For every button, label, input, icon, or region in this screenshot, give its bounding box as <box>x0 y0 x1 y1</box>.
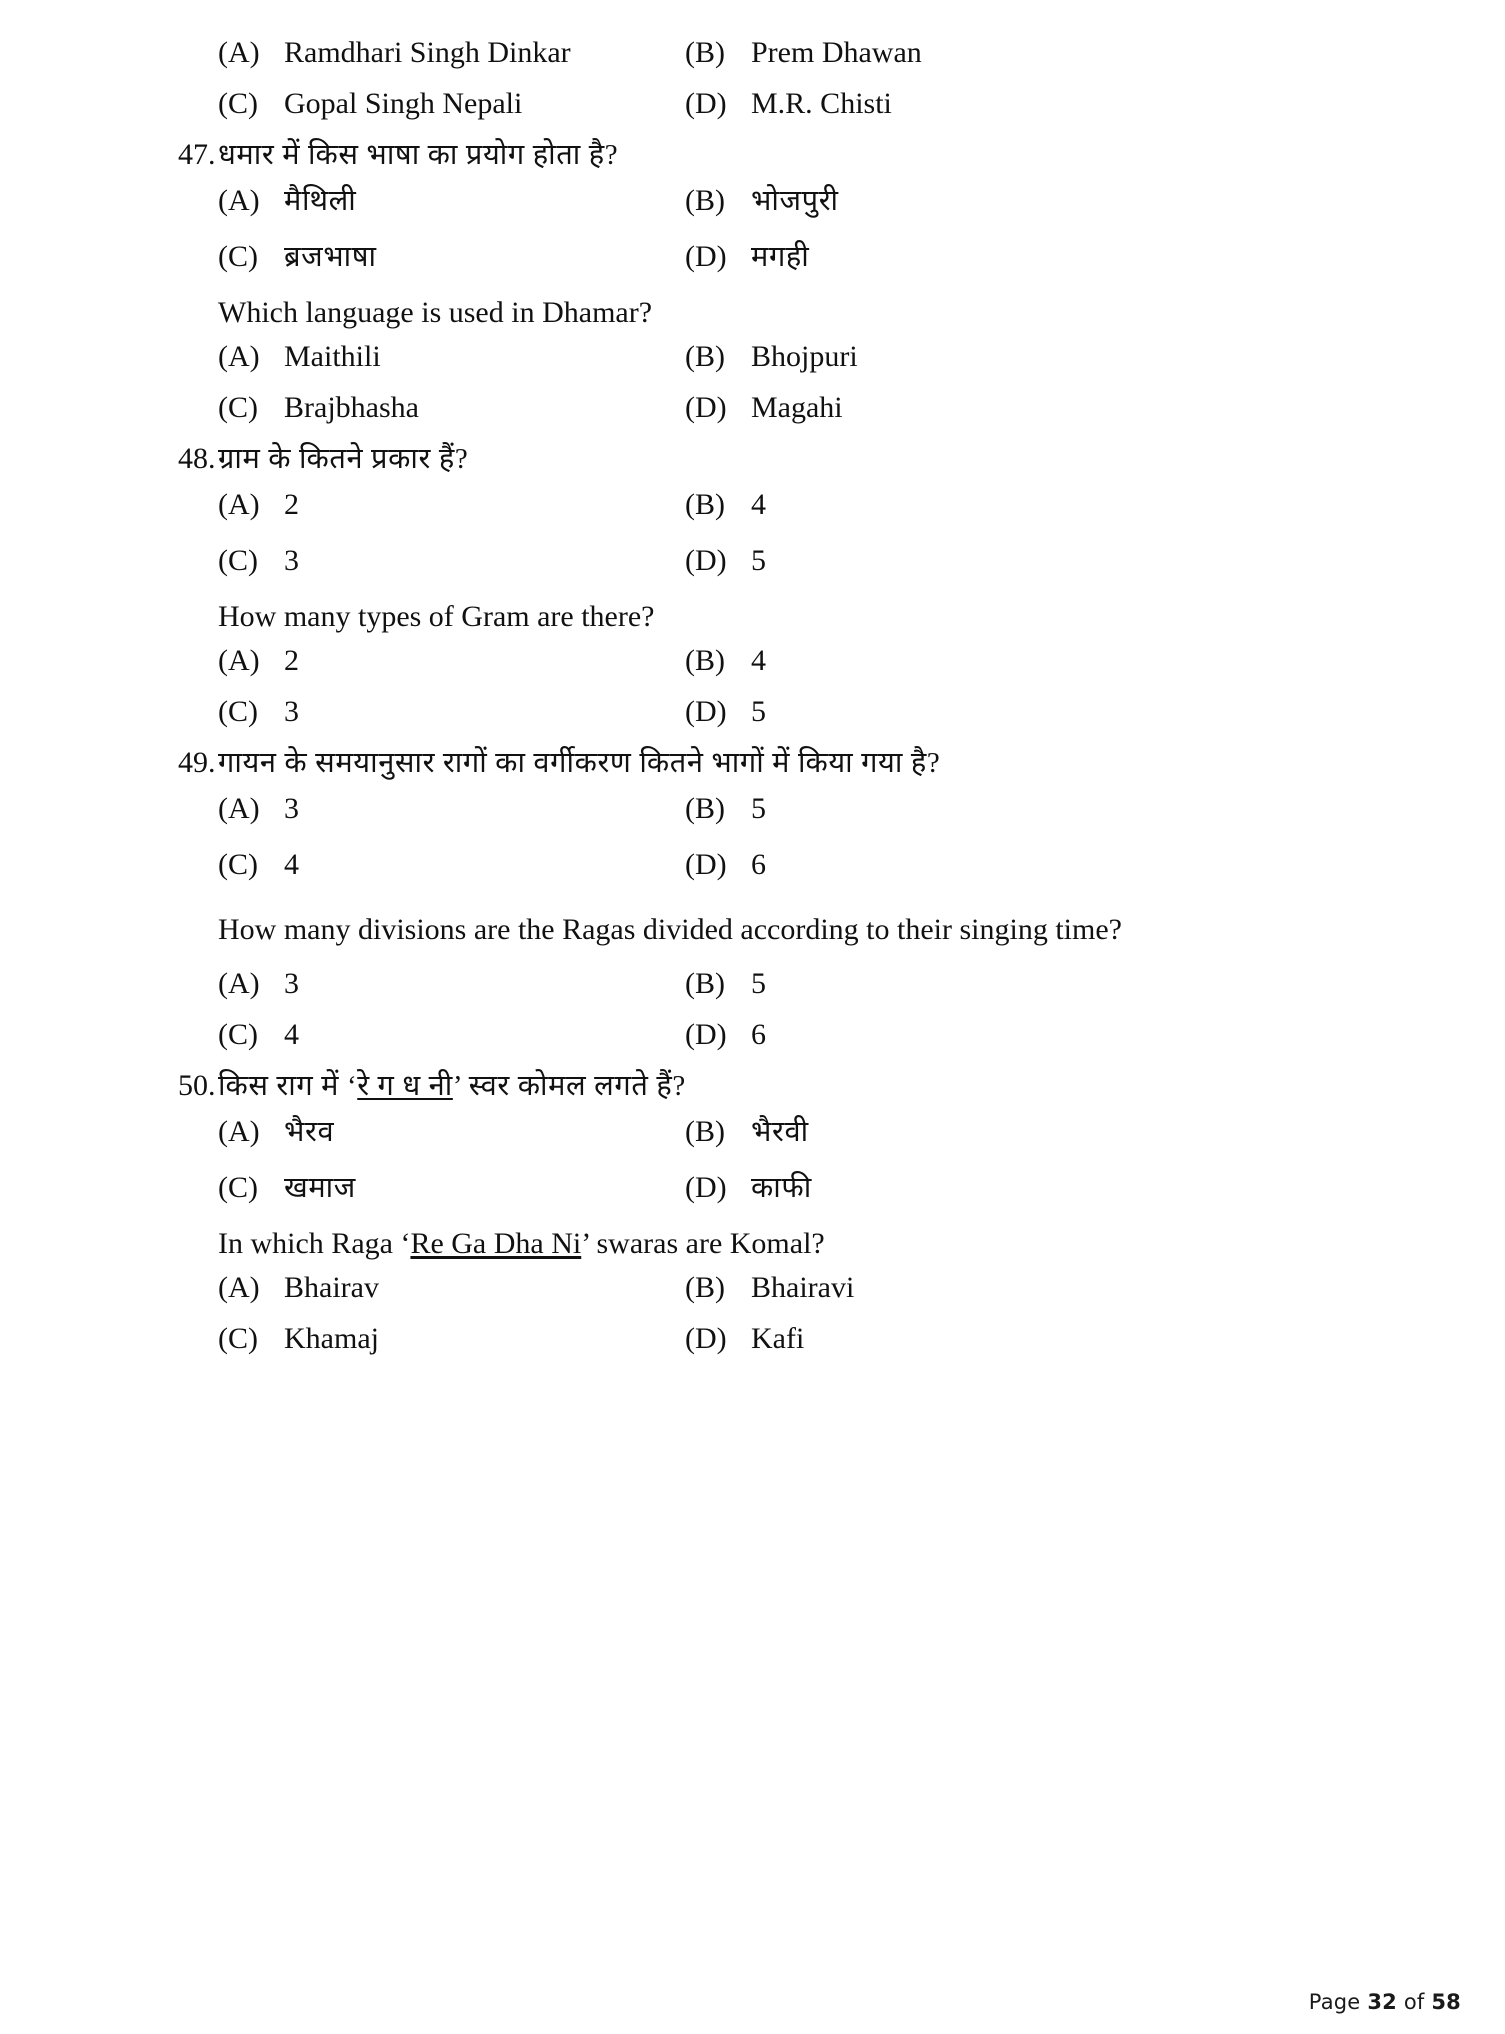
option-value: 6 <box>751 848 766 881</box>
option-key: (A) <box>218 1114 260 1148</box>
option-row <box>178 1321 1358 1375</box>
option-a[interactable] <box>218 38 571 68</box>
option-row <box>178 89 1358 140</box>
option-key: (D) <box>685 1170 727 1204</box>
footer-prefix: Page <box>1308 1990 1361 2014</box>
option-a[interactable] <box>218 646 299 676</box>
option-d[interactable] <box>685 1017 766 1051</box>
option-a[interactable] <box>218 1114 335 1148</box>
option-key: (B) <box>685 340 725 373</box>
option-key: (D) <box>685 1017 727 1051</box>
option-row <box>178 393 1358 444</box>
option-a[interactable] <box>218 794 299 824</box>
page-footer <box>1309 1990 1461 2014</box>
option-value: काफी <box>751 1171 812 1204</box>
question-50-hindi <box>178 1068 1358 1102</box>
option-b[interactable] <box>685 794 766 824</box>
option-key: (A) <box>218 36 260 69</box>
option-row <box>178 966 1358 1020</box>
question-49-english: How many divisions are the Ragas divided according to their singing time? <box>218 913 1122 946</box>
option-b[interactable] <box>685 186 839 216</box>
option-value: 2 <box>284 644 299 677</box>
option-key: (D) <box>685 87 727 120</box>
option-key: (C) <box>218 1321 258 1355</box>
question-number: 49. <box>178 746 216 779</box>
question-number: 47. <box>178 138 216 171</box>
footer-total-pages: 58 <box>1431 1990 1461 2014</box>
option-a[interactable] <box>218 186 356 216</box>
option-key: (A) <box>218 966 260 1000</box>
option-c[interactable] <box>218 89 522 119</box>
question-text-pre: In which Raga ‘ <box>218 1226 411 1260</box>
option-c[interactable] <box>218 393 419 423</box>
question-49-hindi <box>178 748 1358 778</box>
option-row <box>178 186 1358 242</box>
option-value: 6 <box>751 1017 766 1051</box>
option-a[interactable] <box>218 342 381 372</box>
option-d[interactable] <box>685 1321 805 1355</box>
option-a[interactable] <box>218 490 299 520</box>
option-row <box>178 1017 1358 1071</box>
question-content <box>178 38 1358 1375</box>
question-48-english: How many types of Gram are there? <box>218 600 655 633</box>
option-d[interactable] <box>685 89 892 119</box>
option-value: 3 <box>284 792 299 825</box>
option-value: 4 <box>751 644 766 677</box>
option-row <box>178 697 1358 748</box>
option-key: (D) <box>685 1321 727 1355</box>
option-value: 4 <box>751 488 766 521</box>
option-d[interactable] <box>685 242 809 272</box>
option-key: (A) <box>218 792 260 825</box>
option-value: मैथिली <box>284 185 357 217</box>
option-row <box>178 1114 1358 1173</box>
option-value: M.R. Chisti <box>751 87 892 120</box>
option-key: (B) <box>685 488 725 521</box>
footer-current-page: 32 <box>1367 1990 1397 2014</box>
option-a[interactable] <box>218 1270 379 1304</box>
option-row <box>178 850 1358 906</box>
option-d[interactable] <box>685 850 766 880</box>
question-text <box>218 1069 1358 1102</box>
question-text: गायन के समयानुसार रागों का वर्गीकरण कितने भागों में किया गया है? <box>218 747 941 779</box>
option-key: (B) <box>685 36 725 69</box>
option-value: Ramdhari Singh Dinkar <box>284 36 571 69</box>
option-d[interactable] <box>685 546 766 576</box>
option-row <box>178 646 1358 697</box>
option-row <box>178 1270 1358 1324</box>
option-key: (B) <box>685 644 725 677</box>
option-b[interactable] <box>685 490 766 520</box>
option-key: (A) <box>218 488 260 521</box>
option-key: (C) <box>218 695 258 728</box>
option-c[interactable] <box>218 242 377 272</box>
question-48-hindi <box>178 444 1358 474</box>
option-value: Khamaj <box>284 1321 379 1355</box>
option-c[interactable] <box>218 1170 356 1204</box>
option-key: (C) <box>218 544 258 577</box>
option-row <box>178 242 1358 298</box>
option-row <box>178 546 1358 602</box>
option-b[interactable] <box>685 646 766 676</box>
option-value: Bhairav <box>284 1270 379 1304</box>
option-value: Bhojpuri <box>751 340 858 373</box>
option-value: 4 <box>284 848 299 881</box>
option-value: 3 <box>284 544 299 577</box>
option-key: (D) <box>685 240 727 273</box>
option-b[interactable] <box>685 38 922 68</box>
option-c[interactable] <box>218 1017 299 1051</box>
option-d[interactable] <box>685 393 843 423</box>
footer-middle: of <box>1403 1990 1425 2014</box>
option-value: 5 <box>751 792 766 825</box>
option-value: भैरव <box>284 1115 335 1148</box>
option-key: (D) <box>685 391 727 424</box>
option-b[interactable] <box>685 966 766 1000</box>
option-value: 5 <box>751 695 766 728</box>
option-value: Magahi <box>751 391 843 424</box>
option-key: (C) <box>218 1017 258 1051</box>
option-value: 3 <box>284 966 299 1000</box>
option-b[interactable] <box>685 1270 855 1304</box>
question-text-pre: किस राग में ‘ <box>218 1069 358 1102</box>
option-key: (D) <box>685 695 727 728</box>
option-key: (C) <box>218 391 258 424</box>
option-a[interactable] <box>218 966 299 1000</box>
question-50-english <box>178 1226 1358 1260</box>
option-value: Kafi <box>751 1321 805 1355</box>
option-value: भैरवी <box>751 1115 809 1148</box>
question-47-english: Which language is used in Dhamar? <box>218 296 653 329</box>
option-value: खमाज <box>284 1171 356 1204</box>
option-b[interactable] <box>685 1114 809 1148</box>
option-key: (C) <box>218 87 258 120</box>
option-key: (D) <box>685 544 727 577</box>
swaras-underlined: रे ग ध नी <box>357 1069 453 1102</box>
option-value: Prem Dhawan <box>751 36 922 69</box>
option-key: (B) <box>685 1270 725 1304</box>
option-value: 2 <box>284 488 299 521</box>
option-d[interactable] <box>685 697 766 727</box>
question-text-post: ’ swaras are Komal? <box>581 1226 825 1260</box>
question-47-hindi <box>178 140 1358 170</box>
option-value: Gopal Singh Nepali <box>284 87 523 120</box>
question-text: ग्राम के कितने प्रकार हैं? <box>218 443 469 475</box>
option-value: 5 <box>751 966 766 1000</box>
option-row <box>178 342 1358 393</box>
option-row <box>178 38 1358 89</box>
option-row <box>178 794 1358 850</box>
option-b[interactable] <box>685 342 858 372</box>
question-text: धमार में किस भाषा का प्रयोग होता है? <box>218 139 619 171</box>
option-value: भोजपुरी <box>751 185 839 217</box>
option-value: 5 <box>751 544 766 577</box>
option-value: ब्रजभाषा <box>284 241 377 273</box>
option-key: (B) <box>685 966 725 1000</box>
swaras-underlined: Re Ga Dha Ni <box>410 1226 582 1260</box>
option-key: (A) <box>218 644 260 677</box>
option-key: (C) <box>218 240 258 273</box>
option-value: 3 <box>284 695 299 728</box>
option-c[interactable] <box>218 697 299 727</box>
option-key: (B) <box>685 184 725 217</box>
option-c[interactable] <box>218 850 299 880</box>
option-key: (C) <box>218 1170 258 1204</box>
option-value: मगही <box>751 241 810 273</box>
option-key: (A) <box>218 184 260 217</box>
option-d[interactable] <box>685 1170 812 1204</box>
option-key: (B) <box>685 792 725 825</box>
option-key: (A) <box>218 340 260 373</box>
option-key: (C) <box>218 848 258 881</box>
option-c[interactable] <box>218 1321 379 1355</box>
option-row <box>178 490 1358 546</box>
option-c[interactable] <box>218 546 299 576</box>
question-number: 48. <box>178 442 216 475</box>
option-key: (B) <box>685 1114 725 1148</box>
option-key: (A) <box>218 1270 260 1304</box>
question-number: 50. <box>178 1068 216 1102</box>
question-text-post: ’ स्वर कोमल लगते हैं? <box>452 1069 686 1102</box>
option-key: (D) <box>685 848 727 881</box>
option-value: Maithili <box>284 340 381 373</box>
option-value: Bhairavi <box>751 1270 855 1304</box>
option-value: Brajbhasha <box>284 391 419 424</box>
option-value: 4 <box>284 1017 299 1051</box>
option-row <box>178 1170 1358 1229</box>
